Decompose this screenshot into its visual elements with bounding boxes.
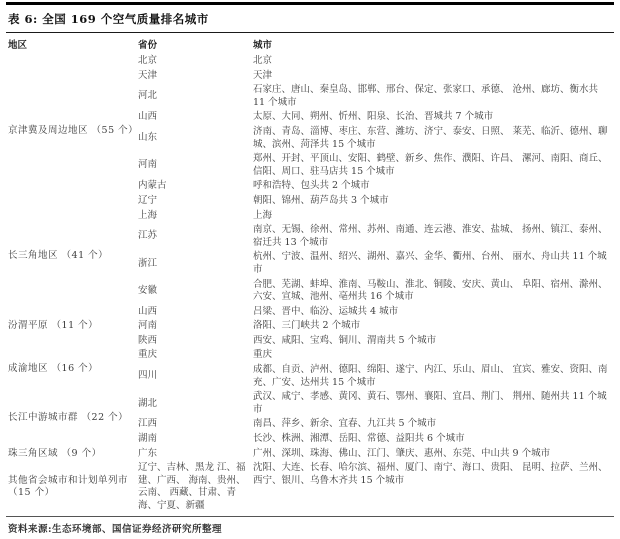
city-cell: 南昌、萍乡、新余、宜春、九江共 5 个城市 [253, 418, 437, 430]
table-row [138, 348, 614, 363]
region-group-changsanjiao [6, 209, 614, 305]
table-row [138, 54, 614, 69]
header-province: 省份 [138, 40, 158, 51]
province-cell: 四川 [138, 370, 158, 382]
region-cell [6, 209, 138, 305]
province-cell: 辽宁 [138, 194, 158, 206]
city-cell: 广州、深圳、珠海、佛山、江门、肇庆、惠州、东莞、中山共 9 个城市 [253, 447, 551, 459]
region-cell [6, 54, 138, 209]
table-row [138, 250, 614, 277]
city-cell: 南京、无锡、徐州、常州、苏州、南通、连云港、淮安、盐城、 扬州、镇江、泰州、宿迁共 13 个城市 [253, 224, 608, 248]
province-cell: 辽宁、吉林、黑龙 江、福建、广西、 海南、贵州、云南、 西藏、甘肃、青海、宁夏、新疆 [138, 462, 246, 511]
header-region: 地区 [8, 40, 28, 51]
region-label: 长三角地区 （41 个） [8, 250, 109, 262]
province-cell: 山西 [138, 111, 158, 123]
city-cell: 北京 [253, 55, 273, 66]
city-cell: 朝阳、锦州、葫芦岛共 3 个城市 [253, 194, 389, 206]
region-label: 珠三角区域 （9 个） [8, 447, 102, 459]
province-cell: 湖北 [138, 397, 158, 409]
city-cell: 武汉、咸宁、孝感、黄冈、黄石、鄂州、襄阳、宜昌、荆门、 荆州、随州共 11 个城市 [253, 391, 607, 415]
table-row [138, 305, 614, 320]
province-cell: 湖南 [138, 433, 158, 445]
region-group-chengyu [6, 348, 614, 390]
region-label: 其他省会城市和计划单列市 （15 个） [8, 474, 129, 499]
header-city: 城市 [253, 40, 273, 51]
region-group-changjiangzhongyou [6, 390, 614, 446]
city-cell: 呼和浩特、包头共 2 个城市 [253, 180, 370, 192]
province-cell: 河北 [138, 90, 158, 102]
table-row [138, 461, 614, 513]
province-cell: 安徽 [138, 284, 158, 296]
table-row [138, 83, 614, 110]
province-cell: 江苏 [138, 230, 158, 242]
region-group-other-capitals [6, 461, 614, 513]
region-label: 长江中游城市群 （22 个） [8, 412, 129, 424]
city-cell: 重庆 [253, 349, 273, 361]
table-row [138, 223, 614, 250]
province-cell: 广东 [138, 447, 158, 459]
city-cell: 太原、大同、朔州、忻州、阳泉、长治、晋城共 7 个城市 [253, 111, 494, 123]
table-row [138, 334, 614, 349]
source-note: 资料来源:生态环境部、国信证券经济研究所整理 [8, 523, 223, 535]
table-header-row [6, 33, 614, 54]
region-group-zhusanjiao [6, 447, 614, 462]
city-cell: 杭州、宁波、温州、绍兴、湖州、嘉兴、金华、衢州、台州、 丽水、舟山共 11 个城市 [253, 251, 607, 275]
province-cell: 天津 [138, 69, 158, 81]
table-row [138, 194, 614, 209]
province-cell: 内蒙古 [138, 180, 167, 192]
province-cell: 上海 [138, 209, 158, 221]
city-cell: 西安、咸阳、宝鸡、铜川、渭南共 5 个城市 [253, 334, 437, 346]
city-cell: 郑州、开封、平顶山、安阳、鹤壁、新乡、焦作、濮阳、许昌、 漯河、南阳、商丘、信阳、周口、驻马店共 15 个城市 [253, 153, 608, 177]
table-row [138, 390, 614, 417]
region-cell [6, 390, 138, 446]
city-cell: 上海 [253, 209, 273, 221]
table-row [138, 179, 614, 194]
table-row [138, 278, 614, 305]
table-row [138, 417, 614, 432]
table-row [138, 152, 614, 179]
region-group-fenwei [6, 305, 614, 349]
table-row [138, 363, 614, 390]
table-row [138, 110, 614, 125]
table-row [138, 209, 614, 224]
city-cell: 长沙、株洲、湘潭、岳阳、常德、益阳共 6 个城市 [253, 433, 465, 445]
region-cell [6, 305, 138, 349]
region-cell [6, 447, 138, 462]
table-row [138, 447, 614, 462]
region-group-jingjinji [6, 54, 614, 209]
city-cell: 洛阳、三门峡共 2 个城市 [253, 320, 361, 332]
province-cell: 北京 [138, 55, 158, 66]
region-label: 成渝地区 （16 个） [8, 363, 99, 375]
city-cell: 济南、青岛、淄博、枣庄、东营、潍坊、济宁、泰安、日照、 莱芜、临沂、德州、聊城、滨州、菏泽共 15 个城市 [253, 125, 608, 150]
region-label: 京津冀及周边地区 （55 个） [8, 124, 139, 136]
table-row [138, 125, 614, 152]
province-cell: 江西 [138, 418, 158, 430]
region-cell [6, 461, 138, 513]
region-cell [6, 348, 138, 390]
city-cell: 合肥、芜湖、蚌埠、淮南、马鞍山、淮北、铜陵、安庆、黄山、 阜阳、宿州、滁州、六安、宣城、池州、亳州共 16 个城市 [253, 278, 608, 303]
province-cell: 山西 [138, 305, 158, 317]
city-cell: 石家庄、唐山、秦皇岛、邯郸、邢台、保定、张家口、承德、 沧州、廊坊、衡水共 11 个城市 [253, 84, 599, 108]
city-cell: 成都、自贡、泸州、德阳、绵阳、遂宁、内江、乐山、眉山、 宜宾、雅安、资阳、南充、广安、达州共 15 个城市 [253, 364, 608, 388]
table-row [138, 69, 614, 84]
table-body [6, 54, 614, 514]
city-cell: 吕梁、晋中、临汾、运城共 4 城市 [253, 305, 399, 317]
province-cell: 陕西 [138, 334, 158, 346]
province-cell: 河南 [138, 320, 158, 332]
province-cell: 浙江 [138, 257, 158, 269]
city-cell: 沈阳、大连、长春、哈尔滨、福州、厦门、南宁、海口、贵阳、 昆明、拉萨、兰州、西宁、银川、乌鲁木齐共 15 个城市 [253, 462, 608, 486]
table-title: 表 6: 全国 169 个空气质量排名城市 [8, 12, 209, 26]
city-cell: 天津 [253, 69, 273, 81]
province-cell: 重庆 [138, 349, 158, 361]
province-cell: 山东 [138, 132, 158, 144]
table-row [138, 319, 614, 334]
table-row [138, 432, 614, 447]
region-label: 汾渭平原 （11 个） [8, 320, 99, 332]
province-cell: 河南 [138, 159, 158, 171]
